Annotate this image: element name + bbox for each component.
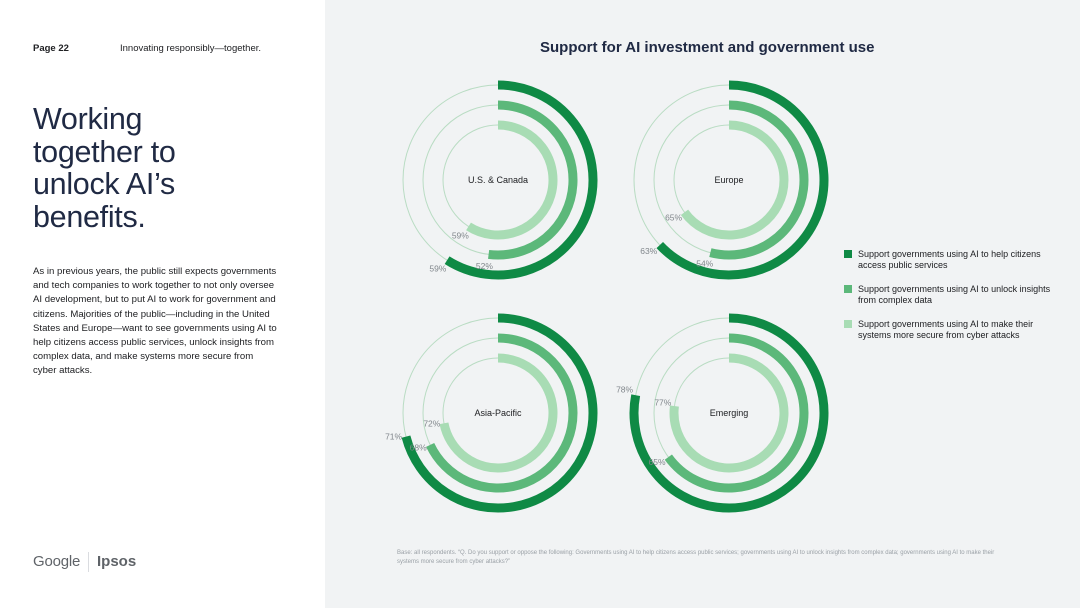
page-tagline: Innovating responsibly—together. [120,43,262,54]
radial-chart-asia-pacific [385,318,593,508]
heading-line-3: unlock AI’s [33,167,175,201]
value-label: 71% [385,431,403,442]
ipsos-logo: Ipsos [97,553,137,570]
page-heading [33,103,176,233]
radial-chart-emerging [616,318,824,508]
legend-swatch-light [844,320,852,328]
logo-divider [88,552,89,572]
left-panel [0,0,325,608]
value-label: 72% [423,418,441,429]
legend-swatch-dark [844,250,852,258]
region-label: Emerging [709,408,749,418]
heading-line-4: benefits. [33,199,146,234]
region-label: Europe [714,175,744,185]
value-label: 65% [665,212,683,223]
google-logo: Google [33,553,81,570]
value-label: 77% [654,397,672,408]
value-label: 65% [648,456,666,467]
legend-item-public-services [844,249,1054,270]
heading-line-1: Working [33,102,143,136]
heading-line-2: together to [33,134,176,169]
value-label: 52% [475,260,493,271]
region-label: U.S. & Canada [467,175,529,185]
region-label: Asia-Pacific [474,408,522,418]
body-paragraph: As in previous years, the public still expects governments and tech companies to work together to not only oversee AI development, but to put AI to work for government and citizens. Majorities of the public—including in the United States and Europe—want to see governments using AI to help citizens access public services, unlock insights from complex data, and make systems more secure from cyber attacks. [33,266,277,377]
value-label: 63% [640,245,658,256]
legend-label: Support governments using AI to help citizens access public services [858,249,1041,270]
value-label: 78% [616,384,634,395]
value-label: 54% [696,258,714,269]
footnote: Base: all respondents. “Q. Do you support or oppose the following: Governments using AI to help citizens access public services; governments using AI to unlock insights from complex data; governments using AI to make their systems more secure from cyber attacks?” [397,550,995,565]
legend-swatch-medium [844,285,852,293]
chart-legend [844,249,1054,354]
chart-title: Support for AI investment and government use [540,39,875,56]
radial-chart-europe [634,85,824,275]
page-number: Page 22 [33,43,69,54]
legend-item-cyber-security [844,319,1054,340]
legend-label: Support governments using AI to make their systems more secure from cyber attacks [858,319,1034,340]
legend-item-complex-data [844,284,1054,305]
radial-chart-u-s-canada [403,85,593,275]
legend-label: Support governments using AI to unlock insights from complex data [858,284,1051,305]
value-label: 59% [451,230,469,241]
value-label: 68% [409,442,427,453]
value-label: 59% [429,263,447,274]
